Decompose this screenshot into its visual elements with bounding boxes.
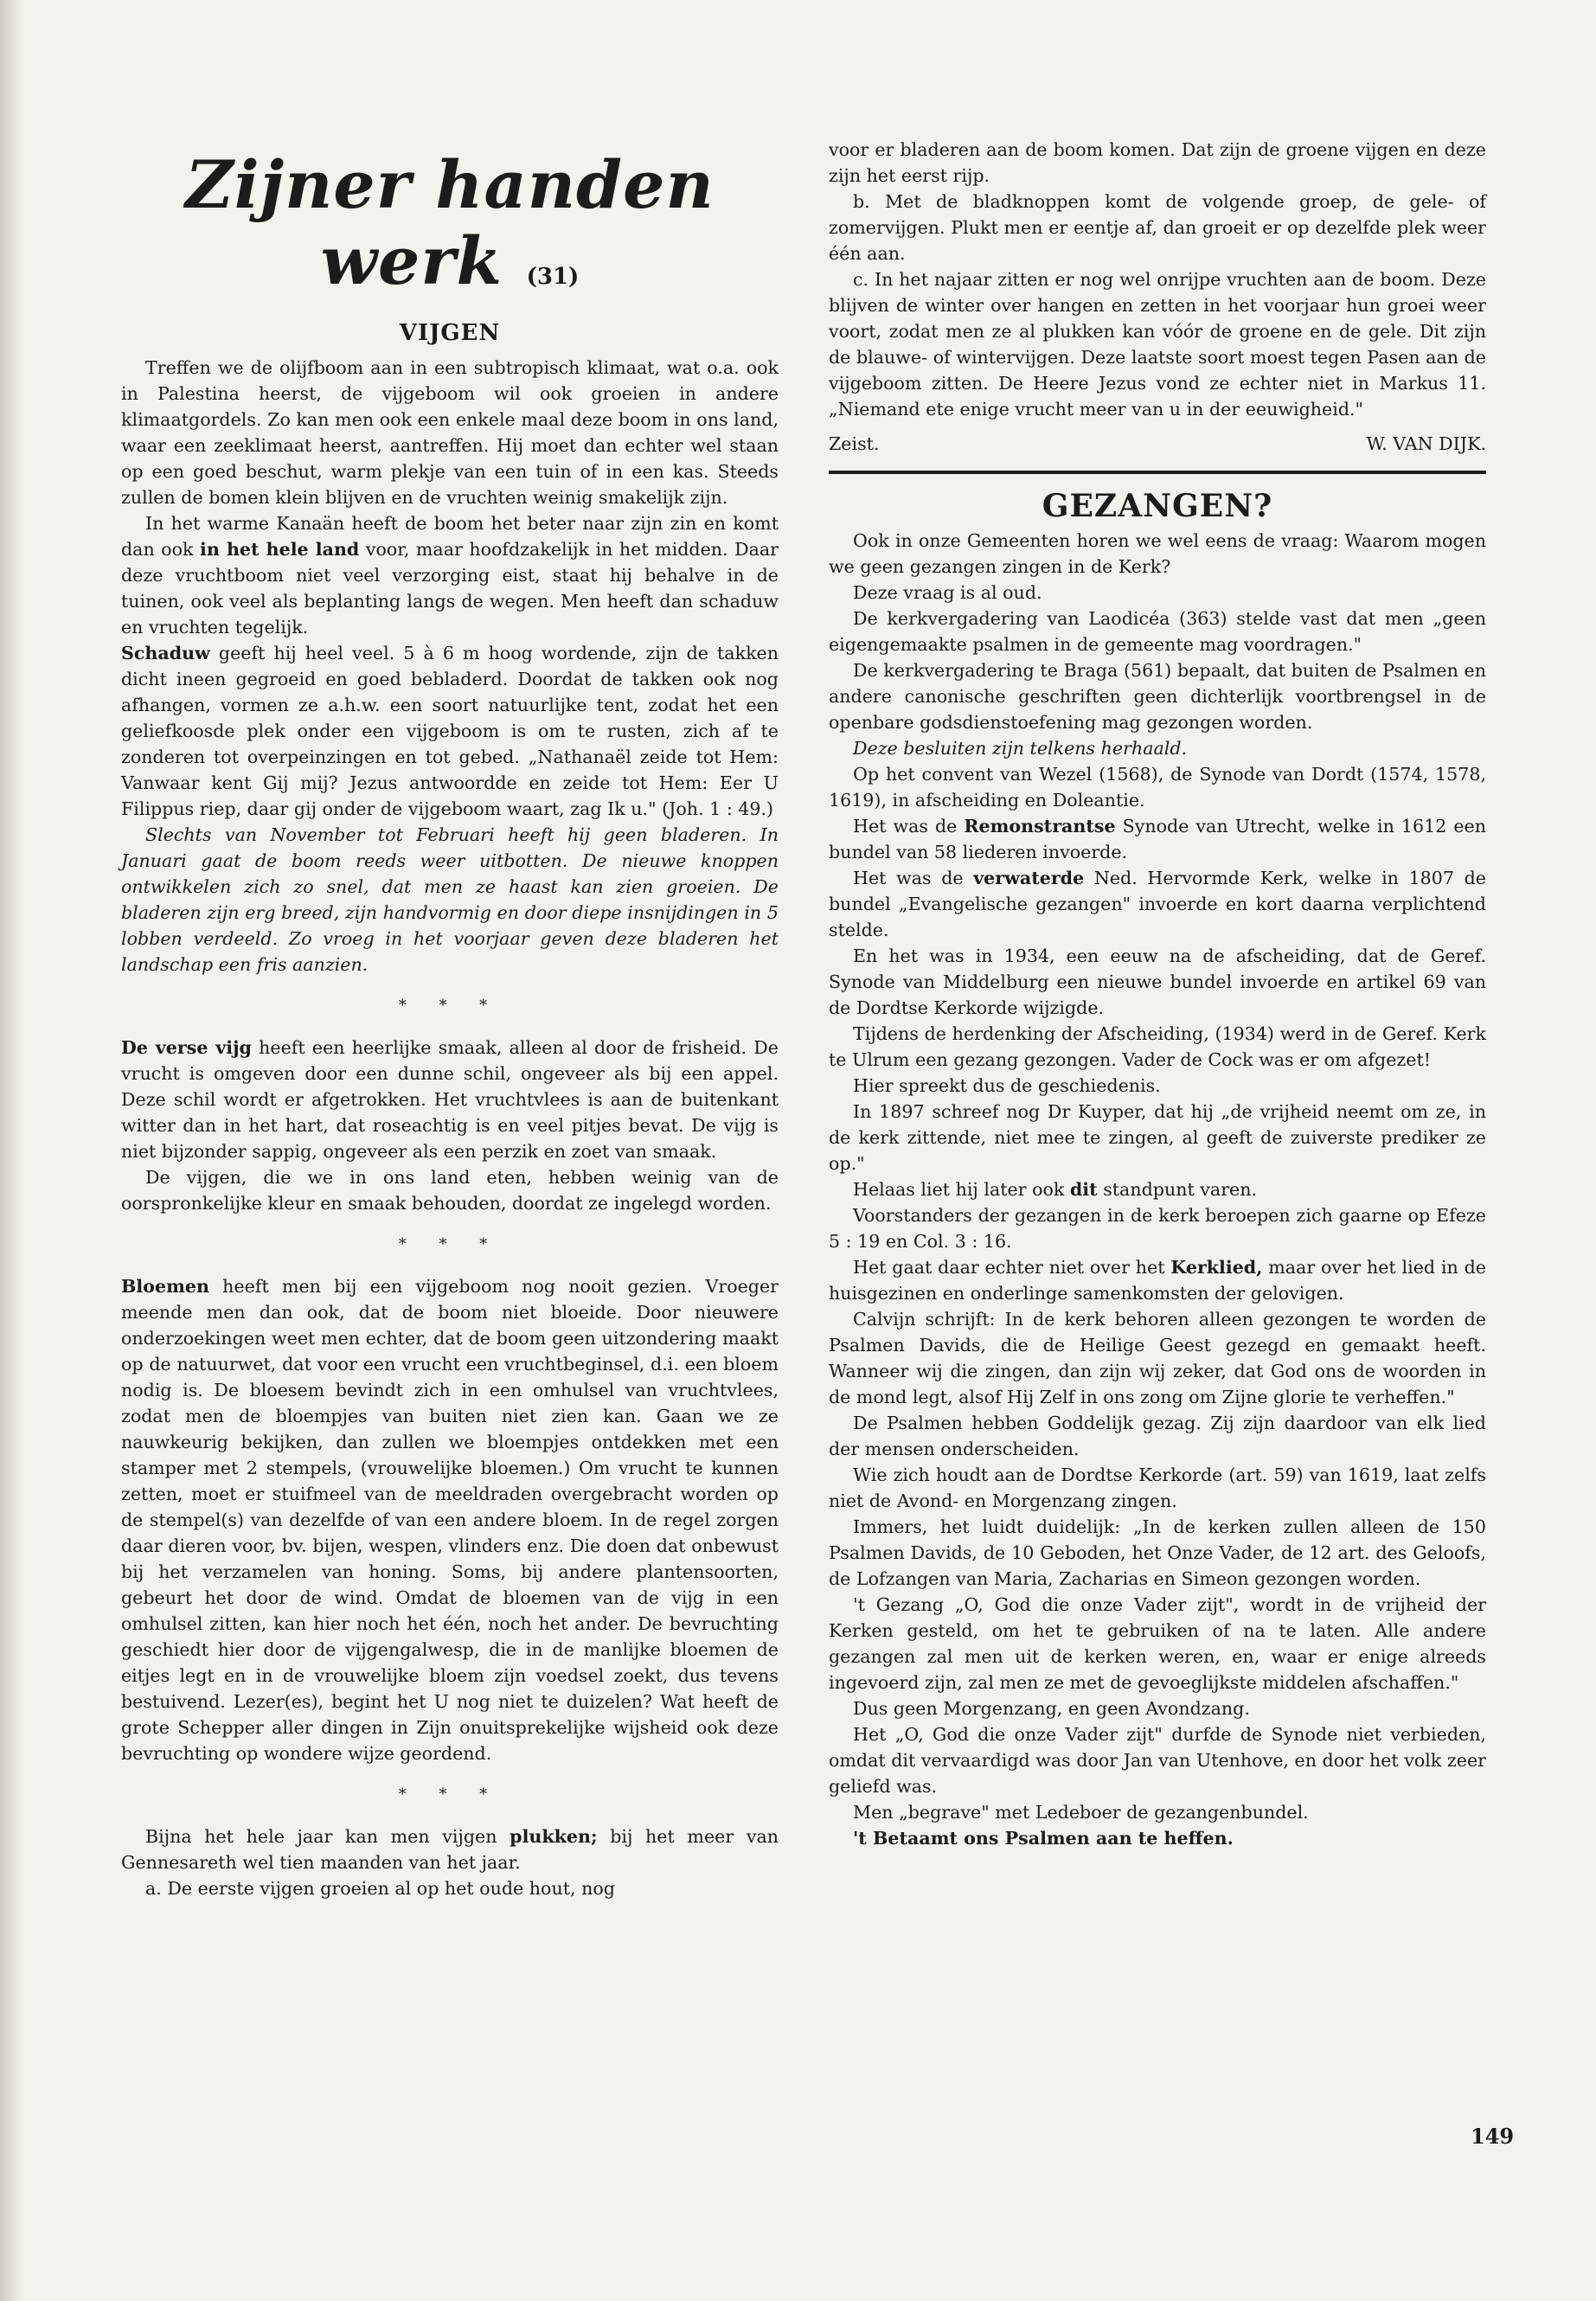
paragraph: Calvijn schrijft: In de kerk behoren alleen gezongen te worden de Psalmen Davids, die de Heilige Geest gezegd en gemaakt heeft. Wanneer wij die zingen, dan zijn wij zeker, dat God ons de woorden in de mond legt, alsof Hij Zelf in ons zong om Zijne glorie te verheffen." xyxy=(829,1309,1486,1407)
paragraph: Helaas liet hij later ook dit standpunt varen. xyxy=(853,1179,1258,1200)
paragraph: De kerkvergadering te Braga (561) bepaalt, dat buiten de Psalmen en andere canonische geschriften geen dichterlijk voortbrengsel in de openbare godsdienstoefening mag gezongen worden. xyxy=(829,660,1486,733)
article-title-gezangen: GEZANGEN? xyxy=(1042,488,1273,524)
paragraph: Bijna het hele jaar kan men vijgen plukken; bij het meer van Gennesareth wel tien maanden van het jaar. xyxy=(121,1826,779,1873)
paragraph: Het was de verwaterde Ned. Hervormde Kerk, welke in 1807 de bundel „Evangelische gezangen" invoerde en kort daarna verplichtend stelde. xyxy=(829,868,1486,940)
paragraph: Tijdens de herdenking der Afscheiding, (1934) werd in de Geref. Kerk te Ulrum een gezang gezongen. Vader de Cock was er om afgezet! xyxy=(829,1023,1486,1070)
paragraph: De vijgen, die we in ons land eten, hebben weinig van de oorspronkelijke kleur en smaak behouden, doordat ze ingelegd worden. xyxy=(121,1167,779,1214)
series-title xyxy=(121,147,779,315)
paragraph: Het was de Remonstrantse Synode van Utrecht, welke in 1612 een bundel van 58 liederen invoerde. xyxy=(829,816,1486,862)
paragraph: Treffen we de olijfboom aan in een subtropisch klimaat, wat o.a. ook in Palestina heerst, de vijgeboom wil ook groeien in andere klimaatgordels. Zo kan men ook een enkele maal deze boom in ons land, waar een zeeklimaat heerst, aantreffen. Hij moet dan echter wel staan op een goed beschut, warm plekje van een tuin of in een kas. Steeds zullen de bomen klein blijven en de vruchten weinig smakelijk zijn. xyxy=(121,357,779,508)
author: W. VAN DIJK. xyxy=(1366,433,1486,454)
paragraph: Dus geen Morgenzang, en geen Avondzang. xyxy=(853,1698,1250,1719)
paragraph: 't Gezang „O, God die onze Vader zijt", wordt in de vrijheid der Kerken gesteld, om het te gebruiken of na te laten. Alle andere gezangen zal men uit de kerken weren, en, waar er enige alreeds ingevoerd zijn, zal men ze met de gevoeglijkste middelen afschaffen." xyxy=(829,1594,1486,1693)
paragraph: En het was in 1934, een eeuw na de afscheiding, dat de Geref. Synode van Middelburg een nieuwe bundel invoerde en artikel 69 van de Dordtse Kerkorde wijzigde. xyxy=(829,945,1486,1018)
paragraph: In 1897 schreef nog Dr Kuyper, dat hij „de vrijheid neemt om ze, in de kerk zittende, niet mee te zingen, al geeft de zuiverste prediker ze op." xyxy=(829,1101,1486,1174)
paragraph: Het „O, God die onze Vader zijt" durfde de Synode niet verbieden, omdat dit vervaardigd was door Jan van Utenhove, en door het volk zeer geliefd was. xyxy=(829,1724,1486,1797)
paragraph: Op het convent van Wezel (1568), de Synode van Dordt (1574, 1578, 1619), in afscheiding en Doleantie. xyxy=(829,764,1486,811)
paragraph: 't Betaamt ons Psalmen aan te heffen. xyxy=(853,1828,1234,1849)
paragraph: Immers, het luidt duidelijk: „In de kerken zullen alleen de 150 Psalmen Davids, de 10 Geboden, het Onze Vader, de 12 art. des Geloofs, de Lofzangen van Maria, Zacharias en Simeon gezongen worden. xyxy=(829,1516,1486,1589)
paragraph: De verse vijg heeft een heerlijke smaak, alleen al door de frisheid. De vrucht is omgeven door een dunne schil, ongeveer als bij een appel. Deze schil wordt er afgetrokken. Het vruchtvlees is aan de buitenkant witter dan in het hart, dat roseachtig is en veel pitjes bevat. De vijg is niet bijzonder sappig, ongeveer als een perzik en zoet van smaak. xyxy=(121,1037,779,1162)
paragraph: De Psalmen hebben Goddelijk gezag. Zij zijn daardoor van elk lied der mensen onderscheiden. xyxy=(829,1413,1486,1459)
paragraph: Schaduw geeft hij heel veel. 5 à 6 m hoog wordende, zijn de takken dicht ineen gegroeid en goed bebladerd. Doordat de takken ook nog afhangen, vormen ze a.h.w. een soort natuurlijke tent, zodat het een geliefkoosde plek onder een vijgeboom is om te rusten, zich af te zonderen tot overpeinzingen en tot gebed. „Nathanaël zeide tot Hem: Vanwaar kent Gij mij? Jezus antwoordde en zeide tot Hem: Eer U Filippus riep, daar gij onder de vijgeboom waart, zag Ik u." (Joh. 1 : 49.) xyxy=(121,643,779,819)
paragraph: Voorstanders der gezangen in de kerk beroepen zich gaarne op Efeze 5 : 19 en Col. 3 : 16. xyxy=(829,1205,1486,1252)
series-title-text: Zijner handen werk xyxy=(185,146,715,299)
right-column xyxy=(829,137,1486,1851)
series-number: (31) xyxy=(526,264,580,290)
article-title-vijgen: VIJGEN xyxy=(399,320,501,346)
paragraph: Deze besluiten zijn telkens herhaald. xyxy=(853,738,1188,759)
paragraph: Men „begrave" met Ledeboer de gezangenbundel. xyxy=(853,1802,1309,1823)
section-separator: * * * xyxy=(398,1235,502,1253)
left-column xyxy=(121,147,779,1901)
paragraph: Hier spreekt dus de geschiedenis. xyxy=(853,1075,1161,1096)
place: Zeist. xyxy=(829,433,880,454)
paragraph: De kerkvergadering van Laodicéa (363) stelde vast dat men „geen eigengemaakte psalmen in de gemeente mag voordragen." xyxy=(829,608,1486,655)
paragraph: Bloemen heeft men bij een vijgeboom nog nooit gezien. Vroeger meende men dan ook, dat de boom niet bloeide. Door nieuwere onderzoekingen weet men echter, dat de boom geen uitzondering maakt op de natuurwet, dat voor een vrucht een vruchtbeginsel, d.i. een bloem nodig is. De bloesem bevindt zich in een omhulsel van vruchtvlees, zodat men de bloempjes van buiten niet zien kan. Gaan we ze nauwkeurig bekijken, dan zullen we bloempjes ontdekken met een stamper met 2 stempels, (vrouwelijke bloemen.) Om vrucht te kunnen zetten, moet er stuifmeel van de meeldraden overgebracht worden op de stempel(s) van dezelfde of van een andere bloem. In de regel zorgen daar dieren voor, bv. bijen, wespen, vlinders enz. Die doen dat onbewust bij het verzamelen van honing. Soms, bij andere plantensoorten, gebeurt het door de wind. Omdat de bloemen van de vijg in een omhulsel zitten, kan hier noch het één, noch het ander. De bevruchting geschiedt hier door de vijgengalwesp, die in de manlijke bloemen de eitjes legt en in de vrouwelijke bloem zijn voedsel zoekt, dus tevens bestuivend. Lezer(es), begint het U nog niet te duizelen? Wat heeft de grote Schepper aller dingen in Zijn onuitsprekelijke wijsheid ook deze bevruchting op wondere wijze geordend. xyxy=(121,1276,779,1764)
paragraph: Slechts van November tot Februari heeft hij geen bladeren. In Januari gaat de boom reeds weer uitbotten. De nieuwe knoppen ontwikkelen zich zo snel, dat men ze haast kan zien groeien. De bladeren zijn erg breed, zijn handvormig en door diepe insnijdingen in 5 lobben verdeeld. Zo vroeg in het voorjaar geven deze bladeren het landschap een fris aanzien. xyxy=(121,824,779,975)
signature-line xyxy=(829,431,1486,457)
paragraph: b. Met de bladknoppen komt de volgende groep, de gele- of zomervijgen. Plukt men er eentje af, dan groeit er op dezelfde plek weer één aan. xyxy=(829,191,1486,264)
paragraph: Deze vraag is al oud. xyxy=(853,582,1042,603)
page-edge-shadow xyxy=(0,0,24,2301)
section-separator: * * * xyxy=(398,997,502,1015)
paragraph: c. In het najaar zitten er nog wel onrijpe vruchten aan de boom. Deze blijven de winter over hangen en zetten in het voorjaar hun groei weer voort, zodat men ze al plukken kan vóór de groene en de gele. Dit zijn de blauwe- of wintervijgen. Deze laatste soort moest tegen Pasen aan de vijgeboom zitten. De Heere Jezus vond ze echter niet in Markus 11. „Niemand ete enige vrucht meer van u in der eeuwigheid." xyxy=(829,269,1486,420)
article-divider xyxy=(829,471,1486,474)
page-number: 149 xyxy=(1471,2124,1515,2149)
paragraph: a. De eerste vijgen groeien al op het oude hout, nog xyxy=(145,1878,615,1899)
paragraph: In het warme Kanaän heeft de boom het beter naar zijn zin en komt dan ook in het hele land voor, maar hoofdzakelijk in het midden. Daar deze vruchtboom niet veel verzorging eist, staat hij behalve in de tuinen, ook veel als beplanting langs de wegen. Men heeft dan schaduw en vruchten tegelijk. xyxy=(121,513,779,638)
paragraph: Wie zich houdt aan de Dordtse Kerkorde (art. 59) van 1619, laat zelfs niet de Avond- en Morgenzang zingen. xyxy=(829,1465,1486,1511)
section-separator: * * * xyxy=(398,1785,502,1804)
paragraph: voor er bladeren aan de boom komen. Dat zijn de groene vijgen en deze zijn het eerst rijp. xyxy=(829,139,1486,186)
paragraph: Het gaat daar echter niet over het Kerklied, maar over het lied in de huisgezinen en onderlinge samenkomsten der gelovigen. xyxy=(829,1257,1486,1304)
paragraph: Ook in onze Gemeenten horen we wel eens de vraag: Waarom mogen we geen gezangen zingen in de Kerk? xyxy=(829,530,1486,577)
